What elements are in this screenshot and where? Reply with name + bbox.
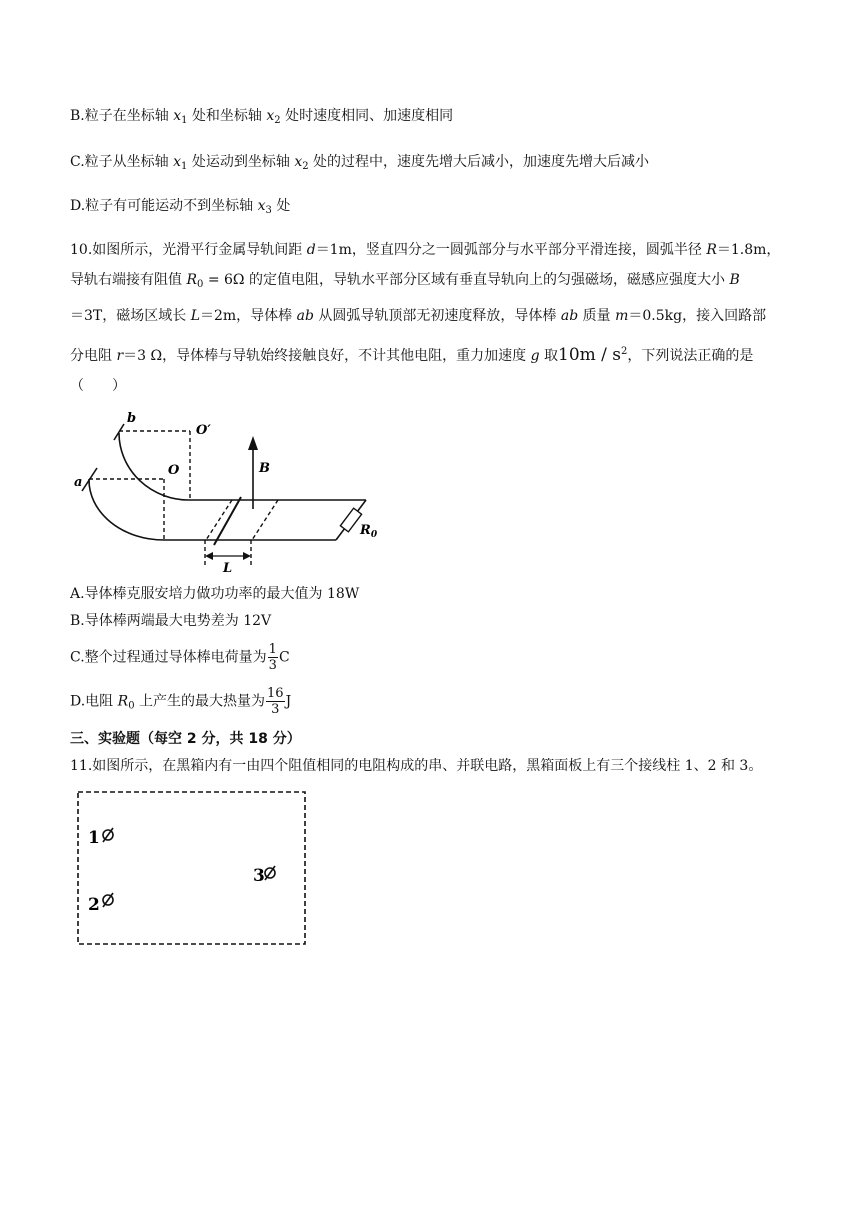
sub-0: 0 — [197, 279, 204, 290]
q10-text: 从圆弧导轨顶部无初速度释放，导体棒 — [313, 308, 561, 324]
q10-text: 分电阻 — [70, 348, 117, 364]
var-L: L — [190, 308, 200, 324]
frac-den: 3 — [268, 658, 277, 673]
terminal-3-label: 3 — [253, 866, 265, 886]
var-x: x — [294, 154, 303, 170]
var-x: x — [173, 154, 182, 170]
q10-text: 导轨右端接有阻值 — [70, 272, 187, 288]
q9-option-c-text-3: 处的过程中，速度先增大后减小，加速度先增大后减小 — [313, 154, 650, 170]
label-o-prime: O′ — [196, 423, 211, 438]
q10-line-2 — [70, 270, 740, 295]
var-ab: ab — [296, 308, 314, 324]
frac-num: 1 — [268, 642, 277, 657]
q10-option-c-text: C.整个过程通过导体棒电荷量为 — [70, 649, 267, 666]
unit-c: C — [278, 649, 290, 666]
var-ab: ab — [560, 308, 579, 324]
outer-arc — [89, 479, 164, 540]
q9-option-b-text-1: B.粒子在坐标轴 — [70, 108, 169, 124]
q9-option-d-text-1: D.粒子有可能运动不到坐标轴 — [70, 198, 254, 214]
q9-option-b-text-2: 处和坐标轴 — [191, 108, 262, 124]
sub-0: 0 — [128, 700, 135, 712]
q10-option-a: A.导体棒克服安培力做功功率的最大值为 18W — [70, 586, 360, 602]
q10-text: ＝0.5kg，接入回路部 — [628, 308, 767, 324]
fraction-1-3 — [268, 642, 278, 673]
q10-text: 质量 — [578, 308, 616, 324]
label-b-field: B — [259, 461, 270, 476]
frac-den: 3 — [271, 702, 280, 717]
q10-text: ＝3T，磁场区域长 — [70, 308, 191, 324]
var-x: x — [266, 108, 275, 124]
sub-1: 1 — [181, 115, 188, 126]
var-B: B — [729, 272, 740, 288]
q10-line-1 — [70, 240, 780, 260]
q10-text: 取 — [539, 348, 558, 364]
label-r0: $R_0$ — [360, 523, 378, 540]
label-b: b — [127, 411, 137, 426]
q10-option-d-text-2: 上产生的最大热量为 — [134, 693, 266, 710]
var-g: g — [530, 348, 540, 364]
unit-j: J — [285, 693, 292, 710]
var-R: R — [706, 242, 717, 258]
sup-2: 2 — [621, 346, 628, 357]
q10-option-c — [70, 642, 290, 674]
sub-3: 3 — [265, 205, 272, 216]
sub-2: 2 — [302, 161, 309, 172]
black-box-figure — [74, 788, 310, 948]
resistor-r0 — [340, 508, 361, 532]
q10-text: 的定值电阻，导轨水平部分区域有垂直导轨向上的匀强磁场，磁感应强度大小 — [244, 272, 730, 288]
sub-1: 1 — [181, 161, 188, 172]
var-d: d — [306, 242, 316, 258]
q10-text: ＝1m，竖直四分之一圆弧部分与水平部分平滑连接，圆弧半径 — [315, 242, 707, 258]
q10-text: ，下列说法正确的是 — [627, 348, 754, 364]
label-o: O — [168, 463, 180, 478]
q10-option-d-text: D.电阻 — [70, 693, 118, 710]
q10-option-b: B.导体棒两端最大电势差为 12V — [70, 613, 272, 629]
q10-line-4 — [70, 342, 753, 366]
var-r: r — [116, 348, 124, 364]
var-x: x — [173, 108, 182, 124]
var-R0: R — [117, 693, 129, 710]
q10-eq: = 6Ω — [203, 272, 245, 288]
terminal-2-label: 2 — [88, 895, 100, 915]
q9-option-d-text-2: 处 — [276, 198, 291, 214]
value-g: 10m / s — [558, 345, 622, 365]
fraction-16-3 — [266, 686, 285, 717]
q9-option-c-text-1: C.粒子从坐标轴 — [70, 154, 169, 170]
frac-num: 16 — [267, 686, 284, 701]
sub-2: 2 — [274, 115, 281, 126]
var-m: m — [615, 308, 629, 324]
q10-figure — [70, 404, 390, 582]
q10-text: ＝1.8m， — [716, 242, 781, 258]
q10-line-3 — [70, 306, 766, 326]
q11-text: 11.如图所示，在黑箱内有一由四个阻值相同的电阻构成的串、并联电路，黑箱面板上有三个接线柱 1、2 和 3。 — [70, 758, 763, 774]
q9-option-b — [70, 106, 453, 131]
q9-option-c — [70, 152, 649, 177]
q10-text: 10.如图所示，光滑平行金属导轨间距 — [70, 242, 307, 258]
q10-option-d — [70, 686, 291, 718]
section-title: 三、实验题（每空 2 分，共 18 分） — [70, 731, 301, 747]
q9-option-d — [70, 196, 290, 221]
label-l: L — [223, 561, 233, 576]
q9-option-c-text-2: 处运动到坐标轴 — [191, 154, 290, 170]
answer-blank: （ ） — [70, 378, 126, 394]
var-x: x — [257, 198, 266, 214]
q10-line-5 — [70, 376, 126, 396]
conductor-bar — [214, 497, 241, 545]
terminal-1-label: 1 — [88, 828, 100, 848]
inner-arc — [119, 433, 190, 500]
b-arrow-head — [248, 436, 258, 450]
var-R0: R — [186, 272, 197, 288]
dash-field-right — [252, 500, 278, 540]
q10-text: ＝2m，导体棒 — [200, 308, 297, 324]
q10-text: ＝3 Ω，导体棒与导轨始终接触良好，不计其他电阻，重力加速度 — [123, 348, 531, 364]
label-a: a — [74, 475, 83, 490]
q9-option-b-text-3: 处时速度相同、加速度相同 — [285, 108, 454, 124]
